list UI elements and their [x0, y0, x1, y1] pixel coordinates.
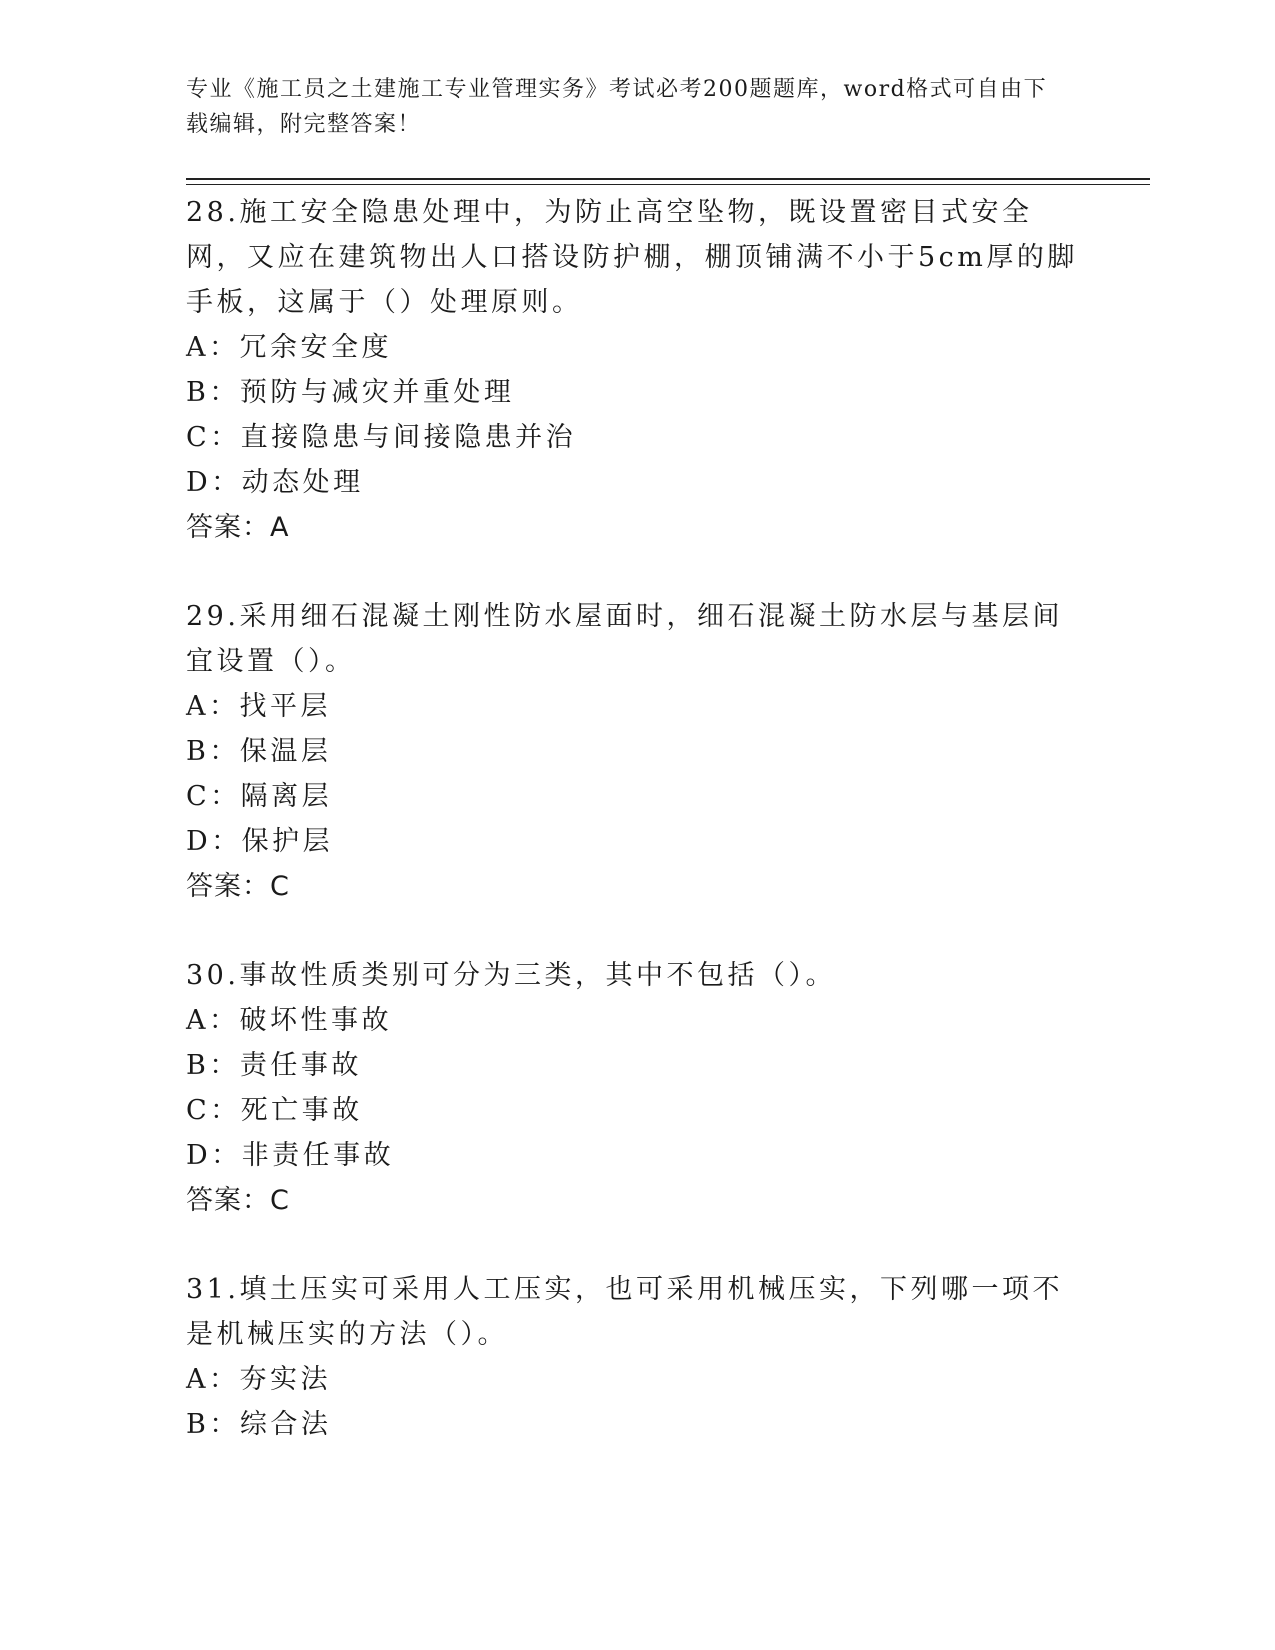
option-b: B：保温层 — [186, 736, 332, 767]
question-30 — [186, 953, 1086, 1223]
answer-line — [186, 505, 1086, 550]
option-a: A：破坏性事故 — [186, 1005, 392, 1036]
answer-label: 答案： — [186, 871, 270, 902]
option-c: C：直接隐患与间接隐患并治 — [186, 422, 577, 453]
option-b: B：预防与减灾并重处理 — [186, 377, 515, 408]
document-header: 专业《施工员之土建施工专业管理实务》考试必考200题题库，word格式可自由下载编辑，附完整答案！ — [186, 77, 1048, 137]
answer-value: A — [270, 512, 290, 543]
option-d: D：动态处理 — [186, 467, 364, 498]
question-28 — [186, 190, 1086, 550]
option-a: A：找平层 — [186, 691, 331, 722]
answer-line — [186, 1178, 1086, 1223]
option-a: A：夯实法 — [186, 1364, 331, 1395]
answer-value: C — [270, 871, 290, 902]
option-a: A：冗余安全度 — [186, 332, 392, 363]
question-stem: 30.事故性质类别可分为三类，其中不包括（）。 — [186, 960, 836, 991]
question-31 — [186, 1267, 1086, 1447]
answer-label: 答案： — [186, 1185, 270, 1216]
option-c: C：死亡事故 — [186, 1095, 363, 1126]
question-list — [186, 190, 1086, 1491]
header-divider-thin — [186, 184, 1150, 185]
question-29 — [186, 594, 1086, 909]
option-c: C：隔离层 — [186, 781, 333, 812]
answer-line — [186, 864, 1086, 909]
option-b: B：综合法 — [186, 1409, 332, 1440]
option-d: D：保护层 — [186, 826, 334, 857]
option-b: B：责任事故 — [186, 1050, 362, 1081]
option-d: D：非责任事故 — [186, 1140, 395, 1171]
question-stem: 28.施工安全隐患处理中，为防止高空坠物，既设置密目式安全网，又应在建筑物出人口搭设防护棚，棚顶铺满不小于5cm厚的脚手板，这属于（）处理原则。 — [186, 197, 1078, 318]
answer-label: 答案： — [186, 512, 270, 543]
header-divider-thick — [186, 178, 1150, 180]
question-stem: 31.填土压实可采用人工压实，也可采用机械压实，下列哪一项不是机械压实的方法（）。 — [186, 1274, 1063, 1350]
answer-value: C — [270, 1185, 290, 1216]
question-stem: 29.采用细石混凝土刚性防水屋面时，细石混凝土防水层与基层间宜设置（）。 — [186, 601, 1063, 677]
